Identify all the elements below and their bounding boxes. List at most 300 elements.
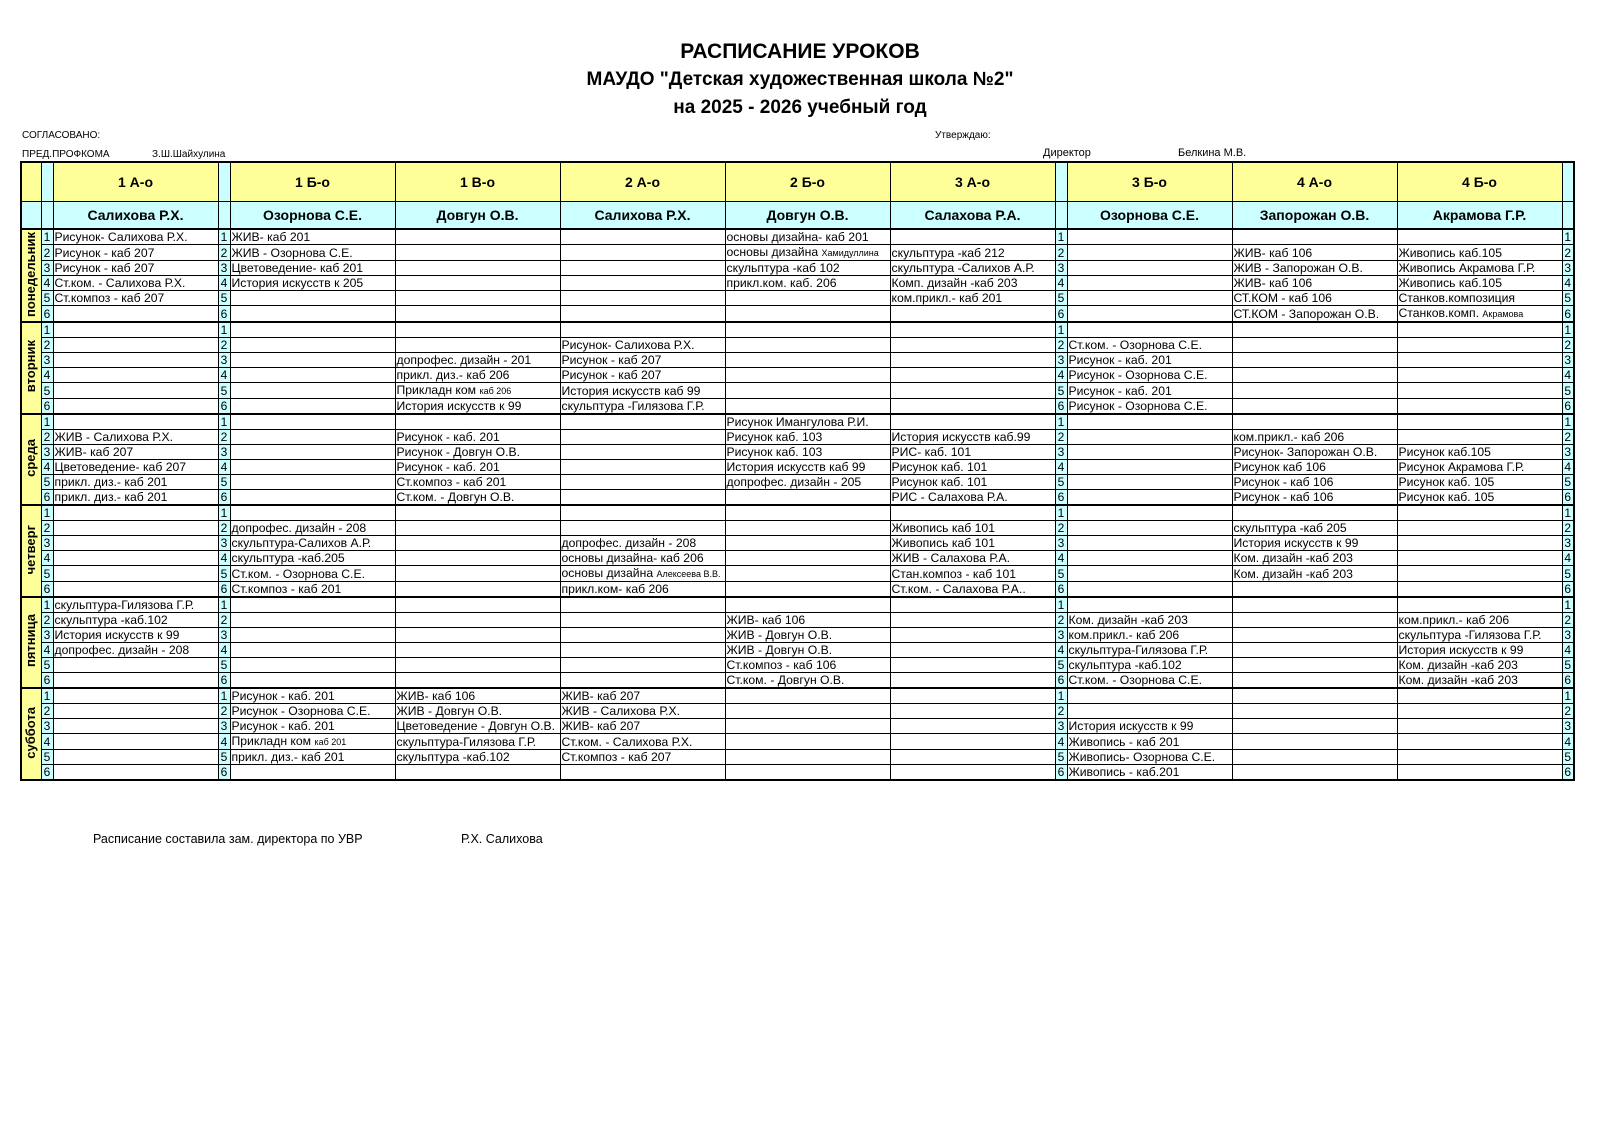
lesson-number: 1 (218, 229, 230, 245)
lesson-row (21, 536, 1574, 551)
lesson-cell: Комп. дизайн -каб 203 (890, 276, 1055, 291)
lesson-note: каб 206 (479, 386, 512, 396)
lesson-number: 5 (1055, 658, 1067, 673)
lesson-number: 5 (218, 750, 230, 765)
lesson-number: 4 (41, 643, 53, 658)
teacher-name-cell: Салахова Р.А. (890, 202, 1055, 230)
lesson-cell (53, 536, 218, 551)
lesson-cell: Станков.композиция (1397, 291, 1562, 306)
lesson-number: 3 (1562, 536, 1574, 551)
lesson-number: 1 (41, 505, 53, 521)
lesson-cell: Рисунок - каб 207 (53, 245, 218, 261)
lesson-cell: прикл. диз.- каб 201 (230, 750, 395, 765)
lesson-cell: Ст.композ - каб 207 (560, 750, 725, 765)
lesson-cell (560, 430, 725, 445)
lesson-number: 5 (218, 658, 230, 673)
lesson-cell: Рисунок - каб. 201 (395, 460, 560, 475)
lesson-cell (1397, 597, 1562, 613)
lesson-cell: основы дизайна- каб 206 (560, 551, 725, 566)
lesson-cell (890, 229, 1055, 245)
lesson-cell (890, 628, 1055, 643)
lesson-cell: Ст.ком. - Салихова Р.Х. (53, 276, 218, 291)
lesson-cell (560, 475, 725, 490)
lesson-number: 3 (218, 353, 230, 368)
lesson-cell (725, 597, 890, 613)
lesson-cell: Ст.ком. - Довгун О.В. (395, 490, 560, 506)
lesson-cell: скульптура -каб.205 (230, 551, 395, 566)
lesson-number: 4 (1562, 551, 1574, 566)
lesson-number: 1 (41, 597, 53, 613)
lesson-cell (1397, 536, 1562, 551)
lesson-row (21, 306, 1574, 323)
lesson-cell: История искусств к 99 (395, 399, 560, 415)
lesson-row (21, 322, 1574, 338)
lesson-number: 1 (1562, 505, 1574, 521)
lesson-cell: Стан.композ - каб 101 (890, 566, 1055, 582)
lesson-number: 6 (41, 673, 53, 689)
lesson-row (21, 353, 1574, 368)
lesson-cell (230, 322, 395, 338)
lesson-number: 4 (1562, 643, 1574, 658)
lesson-number: 4 (218, 276, 230, 291)
lesson-row (21, 704, 1574, 719)
lesson-cell (1397, 704, 1562, 719)
lesson-cell (1397, 338, 1562, 353)
schedule-title: РАСПИСАНИЕ УРОКОВ (680, 40, 920, 63)
lesson-number: 4 (41, 276, 53, 291)
lesson-number: 1 (218, 322, 230, 338)
lesson-cell (1397, 566, 1562, 582)
lesson-cell (53, 658, 218, 673)
day-name: вторник (23, 340, 39, 393)
lesson-number: 1 (41, 229, 53, 245)
lesson-number: 1 (1055, 597, 1067, 613)
header-spacer (41, 202, 53, 230)
lesson-cell (53, 368, 218, 383)
teacher-name-cell: Запорожан О.В. (1232, 202, 1397, 230)
lesson-number: 6 (41, 582, 53, 598)
lesson-number: 4 (1562, 276, 1574, 291)
lesson-number: 2 (41, 613, 53, 628)
lesson-cell (890, 322, 1055, 338)
lesson-cell: Ст.композ - каб 207 (53, 291, 218, 306)
teacher-name-cell: Озорнова С.Е. (1067, 202, 1232, 230)
lesson-number: 1 (218, 414, 230, 430)
lesson-cell (890, 414, 1055, 430)
lesson-number: 4 (1055, 276, 1067, 291)
lesson-cell (395, 505, 560, 521)
lesson-number: 4 (1055, 368, 1067, 383)
lesson-number: 4 (1055, 734, 1067, 750)
lesson-number: 3 (218, 628, 230, 643)
lesson-cell (395, 414, 560, 430)
lesson-cell (1067, 261, 1232, 276)
class-name-cell: 4 А-о (1232, 162, 1397, 202)
lesson-cell (230, 673, 395, 689)
day-label-cell (21, 229, 41, 322)
lesson-cell: История искусств каб.99 (890, 430, 1055, 445)
lesson-number: 1 (1055, 505, 1067, 521)
lesson-cell (890, 353, 1055, 368)
lesson-cell (53, 719, 218, 734)
lesson-row (21, 673, 1574, 689)
lesson-number: 3 (1562, 445, 1574, 460)
lesson-cell: скульптура -каб.102 (1067, 658, 1232, 673)
lesson-row (21, 245, 1574, 261)
lesson-number: 5 (41, 566, 53, 582)
lesson-cell: скульптура -каб.102 (53, 613, 218, 628)
lesson-cell: скульптура -каб 212 (890, 245, 1055, 261)
header-spacer (218, 202, 230, 230)
lesson-number: 1 (1562, 322, 1574, 338)
lesson-cell: Живопись каб 101 (890, 536, 1055, 551)
header-spacer (21, 162, 41, 202)
lesson-cell (560, 566, 725, 582)
lesson-row (21, 566, 1574, 582)
lesson-cell (230, 353, 395, 368)
day-name: суббота (23, 706, 39, 759)
lesson-cell (890, 765, 1055, 781)
class-name-cell: 1 Б-о (230, 162, 395, 202)
lesson-number: 3 (1055, 445, 1067, 460)
class-name-cell: 1 А-о (53, 162, 218, 202)
lesson-note: каб 201 (314, 737, 347, 747)
lesson-cell (890, 383, 1055, 399)
lesson-cell (230, 658, 395, 673)
header-spacer (21, 202, 41, 230)
lesson-cell: История искусств к 99 (53, 628, 218, 643)
lesson-cell (1232, 750, 1397, 765)
lesson-cell: Цветоведение- каб 207 (53, 460, 218, 475)
lesson-cell (1397, 430, 1562, 445)
lesson-cell: ЖИВ - Довгун О.В. (395, 704, 560, 719)
lesson-number: 6 (1562, 582, 1574, 598)
lesson-number: 5 (1562, 475, 1574, 490)
lesson-cell: ком.прикл.- каб 206 (1397, 613, 1562, 628)
lesson-number: 6 (1055, 306, 1067, 323)
lesson-number: 5 (1562, 566, 1574, 582)
lesson-number: 1 (218, 597, 230, 613)
lesson-cell (560, 673, 725, 689)
lesson-cell: Ст.композ - каб 201 (395, 475, 560, 490)
lesson-number: 2 (1055, 338, 1067, 353)
lesson-cell: ЖИВ- каб 106 (725, 613, 890, 628)
lesson-cell (1067, 276, 1232, 291)
lesson-cell (890, 338, 1055, 353)
footer-label: Расписание составила зам. директора по УВР (93, 832, 363, 846)
lesson-number: 5 (41, 750, 53, 765)
lesson-number: 6 (218, 765, 230, 781)
lesson-cell: Ком. дизайн -каб 203 (1232, 551, 1397, 566)
lesson-number: 2 (218, 430, 230, 445)
lesson-number: 5 (218, 566, 230, 582)
lesson-cell (1232, 353, 1397, 368)
lesson-cell (395, 673, 560, 689)
teacher-name-cell: Салихова Р.Х. (53, 202, 218, 230)
lesson-cell (1067, 536, 1232, 551)
lesson-cell (1232, 399, 1397, 415)
lesson-row (21, 643, 1574, 658)
lesson-number: 4 (218, 368, 230, 383)
lesson-cell: РИС - Салахова Р.А. (890, 490, 1055, 506)
header-spacer (1562, 202, 1574, 230)
lesson-number: 2 (1562, 613, 1574, 628)
lesson-cell (1067, 582, 1232, 598)
lesson-cell: Рисунок каб. 103 (725, 445, 890, 460)
lesson-cell (1397, 306, 1562, 323)
lesson-cell: Рисунок каб 106 (1232, 460, 1397, 475)
lesson-cell: скульптура -каб 205 (1232, 521, 1397, 536)
lesson-cell (560, 490, 725, 506)
lesson-cell (560, 261, 725, 276)
lesson-cell: ЖИВ - Запорожан О.В. (1232, 261, 1397, 276)
lesson-cell: Рисунок - каб. 201 (230, 688, 395, 704)
lesson-cell: ком.прикл.- каб 206 (1232, 430, 1397, 445)
lesson-number: 5 (41, 291, 53, 306)
lesson-cell (1397, 399, 1562, 415)
lesson-cell: Цветоведение - Довгун О.В. (395, 719, 560, 734)
lesson-cell (1067, 460, 1232, 475)
lesson-cell: История искусств каб 99 (560, 383, 725, 399)
lesson-cell (230, 338, 395, 353)
lesson-cell: ЖИВ - Салахова Р.А. (890, 551, 1055, 566)
lesson-cell (395, 338, 560, 353)
lesson-cell (1397, 322, 1562, 338)
lesson-cell: скульптура -Гилязова Г.Р. (560, 399, 725, 415)
lesson-cell (1232, 734, 1397, 750)
lesson-number: 4 (41, 460, 53, 475)
lesson-cell (725, 704, 890, 719)
lesson-row (21, 750, 1574, 765)
lesson-cell (1067, 688, 1232, 704)
lesson-cell (53, 322, 218, 338)
lesson-cell (230, 445, 395, 460)
teacher-name-cell: Акрамова Г.Р. (1397, 202, 1562, 230)
lesson-row (21, 688, 1574, 704)
lesson-row (21, 551, 1574, 566)
lesson-number: 5 (1562, 291, 1574, 306)
lesson-number: 6 (1562, 490, 1574, 506)
lesson-cell (53, 688, 218, 704)
lesson-cell (725, 688, 890, 704)
lesson-number: 4 (1055, 460, 1067, 475)
lesson-cell (1232, 597, 1397, 613)
lesson-cell (1232, 628, 1397, 643)
class-name-cell: 2 Б-о (725, 162, 890, 202)
lesson-cell (890, 399, 1055, 415)
lesson-cell: Рисунок - каб. 201 (230, 719, 395, 734)
lesson-number: 3 (1055, 353, 1067, 368)
lesson-row (21, 414, 1574, 430)
lesson-number: 5 (1055, 383, 1067, 399)
lesson-row (21, 475, 1574, 490)
lesson-cell: Рисунок - Озорнова С.Е. (230, 704, 395, 719)
lesson-number: 3 (1562, 261, 1574, 276)
lesson-number: 2 (1562, 430, 1574, 445)
lesson-cell (1397, 551, 1562, 566)
lesson-number: 2 (41, 704, 53, 719)
lesson-cell (1397, 505, 1562, 521)
lesson-number: 6 (41, 765, 53, 781)
lesson-cell (53, 704, 218, 719)
lesson-cell: РИС- каб. 101 (890, 445, 1055, 460)
lesson-cell (395, 306, 560, 323)
lesson-cell: Рисунок - Озорнова С.Е. (1067, 399, 1232, 415)
lesson-cell: Рисунок- Салихова Р.Х. (560, 338, 725, 353)
lesson-row (21, 291, 1574, 306)
lesson-number: 1 (1055, 688, 1067, 704)
lesson-number: 1 (41, 322, 53, 338)
lesson-number: 5 (1055, 475, 1067, 490)
lesson-cell: допрофес. дизайн - 205 (725, 475, 890, 490)
lesson-number: 2 (1055, 521, 1067, 536)
lesson-cell (560, 613, 725, 628)
lesson-cell: Рисунок - Озорнова С.Е. (1067, 368, 1232, 383)
day-name: пятница (23, 614, 39, 668)
lesson-cell (725, 536, 890, 551)
lesson-subject: Прикладн ком (396, 383, 480, 397)
lesson-cell (395, 261, 560, 276)
lesson-cell (890, 719, 1055, 734)
lesson-number: 6 (218, 490, 230, 506)
approve-label: Утверждаю: (935, 130, 991, 141)
lesson-number: 5 (218, 383, 230, 399)
lesson-cell (725, 383, 890, 399)
lesson-cell (725, 322, 890, 338)
lesson-cell (725, 582, 890, 598)
lesson-number: 6 (1562, 673, 1574, 689)
lesson-number: 1 (218, 688, 230, 704)
lesson-cell (560, 276, 725, 291)
lesson-cell (395, 658, 560, 673)
day-name: понедельник (23, 231, 39, 317)
lesson-number: 5 (41, 658, 53, 673)
header-spacer (1055, 202, 1067, 230)
lesson-row (21, 445, 1574, 460)
lesson-cell: скульптура -каб.102 (395, 750, 560, 765)
lesson-subject: основы дизайна (561, 566, 657, 580)
lesson-cell (1067, 505, 1232, 521)
lesson-cell (53, 353, 218, 368)
lesson-cell (890, 704, 1055, 719)
lesson-cell (890, 643, 1055, 658)
lesson-number: 4 (41, 551, 53, 566)
lesson-cell (1232, 673, 1397, 689)
lesson-cell (230, 643, 395, 658)
lesson-cell (230, 734, 395, 750)
lesson-cell (560, 643, 725, 658)
lesson-row (21, 505, 1574, 521)
lesson-number: 2 (218, 521, 230, 536)
day-label-cell (21, 322, 41, 414)
lesson-row (21, 734, 1574, 750)
lesson-number: 6 (1055, 673, 1067, 689)
lesson-cell (395, 582, 560, 598)
lesson-cell (1067, 245, 1232, 261)
lesson-cell: Рисунок - каб. 201 (395, 430, 560, 445)
lesson-cell (560, 291, 725, 306)
lesson-cell (725, 734, 890, 750)
lesson-number: 1 (1055, 414, 1067, 430)
lesson-cell (53, 383, 218, 399)
lesson-cell (230, 306, 395, 323)
lesson-number: 6 (218, 673, 230, 689)
lesson-cell (53, 414, 218, 430)
lesson-number: 5 (1055, 750, 1067, 765)
lesson-cell: Рисунок каб. 101 (890, 460, 1055, 475)
lesson-cell (725, 566, 890, 582)
lesson-number: 6 (41, 306, 53, 323)
lesson-cell (230, 414, 395, 430)
lesson-cell (725, 490, 890, 506)
lesson-row (21, 399, 1574, 415)
lesson-cell: Рисунок - Довгун О.В. (395, 445, 560, 460)
lesson-cell (890, 505, 1055, 521)
lesson-cell (560, 460, 725, 475)
lesson-cell: Рисунок - каб. 201 (1067, 383, 1232, 399)
lesson-row (21, 460, 1574, 475)
lesson-cell: ЖИВ- каб 207 (53, 445, 218, 460)
lesson-row (21, 719, 1574, 734)
lesson-number: 3 (41, 628, 53, 643)
lesson-cell (1067, 521, 1232, 536)
lesson-row (21, 613, 1574, 628)
lesson-number: 1 (1562, 414, 1574, 430)
day-name: среда (23, 439, 39, 477)
lesson-number: 2 (1055, 430, 1067, 445)
lesson-cell (1232, 688, 1397, 704)
lesson-row (21, 658, 1574, 673)
lesson-cell (395, 597, 560, 613)
lesson-cell: прикл. диз.- каб 206 (395, 368, 560, 383)
lesson-row (21, 368, 1574, 383)
lesson-cell: скульптура-Гилязова Г.Р. (395, 734, 560, 750)
lesson-cell (1067, 322, 1232, 338)
lesson-row (21, 582, 1574, 598)
lesson-cell (53, 338, 218, 353)
lesson-number: 6 (1562, 765, 1574, 781)
lesson-number: 1 (1055, 229, 1067, 245)
lesson-cell (560, 245, 725, 261)
lesson-number: 3 (41, 353, 53, 368)
lesson-cell: Рисунок - каб 106 (1232, 475, 1397, 490)
class-header-row (21, 162, 1574, 202)
lesson-cell (395, 276, 560, 291)
lesson-cell (1067, 229, 1232, 245)
lesson-number: 3 (1562, 628, 1574, 643)
lesson-cell: Рисунок - каб. 201 (1067, 353, 1232, 368)
lesson-cell (560, 229, 725, 245)
lesson-number: 1 (1562, 597, 1574, 613)
director-name: Белкина М.В. (1178, 147, 1247, 159)
lesson-cell (725, 521, 890, 536)
lesson-cell: ЖИВ- каб 106 (1232, 245, 1397, 261)
lesson-number: 5 (41, 383, 53, 399)
lesson-cell (1232, 704, 1397, 719)
lesson-cell (1397, 734, 1562, 750)
lesson-cell (890, 368, 1055, 383)
lesson-subject: Станков.комп. (1398, 306, 1483, 320)
lesson-cell (1067, 566, 1232, 582)
lesson-number: 5 (41, 475, 53, 490)
lesson-cell (395, 566, 560, 582)
lesson-cell: Цветоведение- каб 201 (230, 261, 395, 276)
lesson-cell (890, 658, 1055, 673)
lesson-cell: Рисунок каб. 105 (1397, 490, 1562, 506)
class-name-cell: 3 Б-о (1067, 162, 1232, 202)
lesson-cell (395, 291, 560, 306)
lesson-cell (890, 688, 1055, 704)
